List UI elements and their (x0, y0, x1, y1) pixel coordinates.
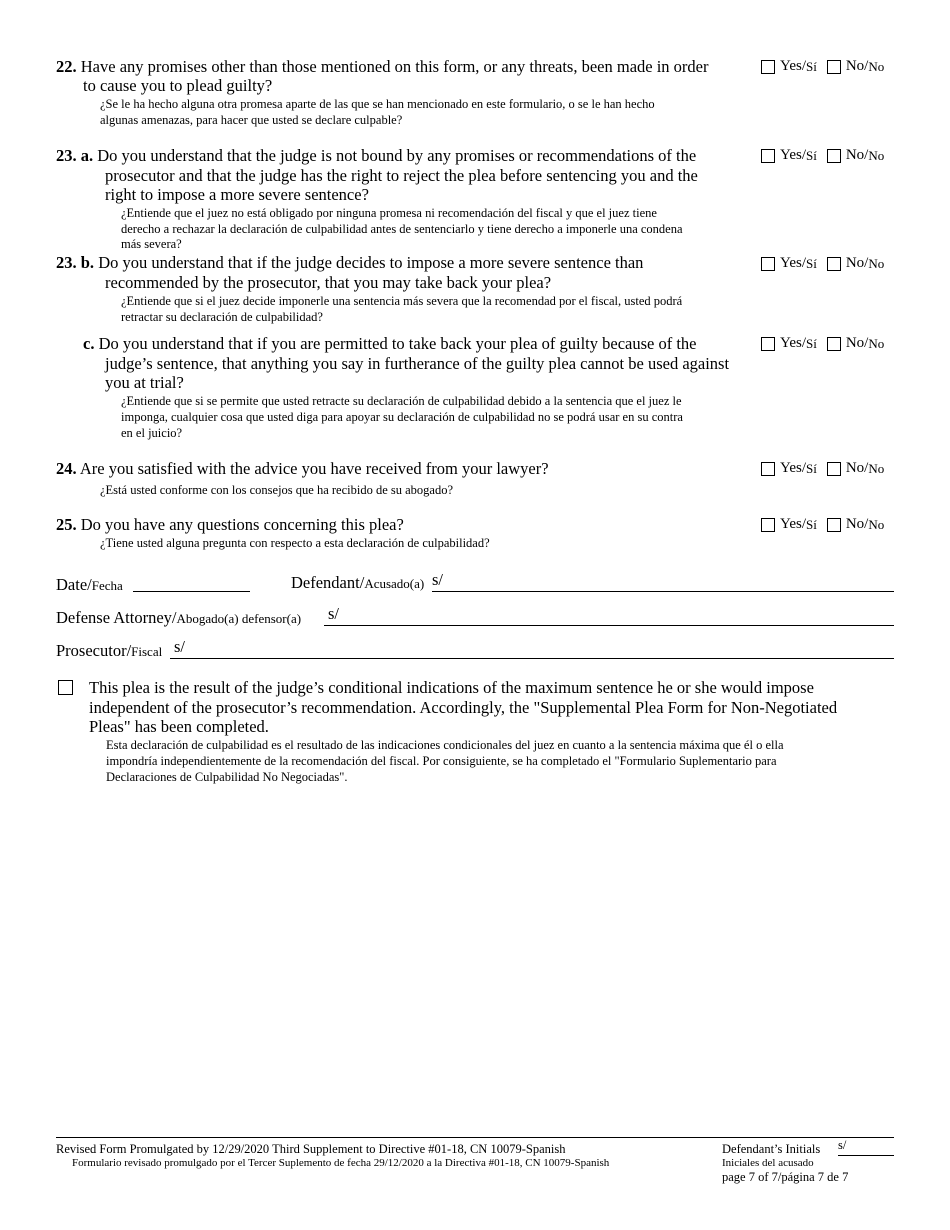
question-text: prosecutor and that the judge has the right to reject the plea before sentencing you and the (105, 166, 698, 185)
yes-no-choice: Yes/ Sí No/ No (761, 147, 884, 164)
yes-no-choice: Yes/ Sí No/ No (761, 460, 884, 477)
date-field[interactable] (133, 573, 250, 592)
no-checkbox[interactable] (827, 462, 841, 476)
question-text: right to impose a more severe sentence? (105, 185, 369, 204)
initials-label-spanish: Iniciales del acusado (722, 1157, 814, 1169)
question-22 (56, 57, 709, 77)
question-number: 23. b. (56, 253, 95, 272)
prosecutor-label: Prosecutor/Fiscal (56, 641, 163, 660)
question-text-spanish: ¿Está usted conforme con los consejos que ha recibido de su abogado? (100, 483, 454, 497)
question-text: Do you have any questions concerning this plea? (80, 515, 404, 534)
question-23b (56, 253, 643, 273)
question-number: 25. (56, 515, 77, 534)
question-number: 24. (56, 459, 77, 478)
question-text: Have any promises other than those mentioned on this form, or any threats, been made in order (80, 57, 709, 76)
question-text-spanish: ¿Entiende que si se permite que usted retracte su declaración de culpabilidad debido a la sentencia que el juez le (121, 394, 682, 408)
yes-no-choice: Yes/ Sí No/ No (761, 255, 884, 272)
question-24 (56, 459, 549, 479)
prosecutor-signature: s/ (174, 637, 186, 656)
no-checkbox[interactable] (827, 149, 841, 163)
date-label: Date/Fecha (56, 575, 123, 594)
question-text: you at trial? (105, 373, 184, 392)
footer-revision-spanish: Formulario revisado promulgado por el Tercer Suplemento de fecha 29/12/2020 a la Directiva #01-18, CN 10079-Spanish (72, 1157, 610, 1169)
conditional-plea-text-spanish: Esta declaración de culpabilidad es el resultado de las indicaciones condicionales del juez en cuanto a la sentencia máxima que él o ella (106, 738, 784, 752)
yes-no-choice: Yes/ Sí No/ No (761, 58, 884, 75)
question-number: 22. (56, 57, 77, 76)
question-text: Do you understand that the judge is not bound by any promises or recommendations of the (97, 146, 697, 165)
question-text: judge’s sentence, that anything you say in furtherance of the guilty plea cannot be used against (105, 354, 730, 373)
question-text-spanish: retractar su declaración de culpabilidad? (121, 310, 323, 324)
no-checkbox[interactable] (827, 257, 841, 271)
question-text-spanish: más severa? (121, 237, 182, 251)
initials-field[interactable] (838, 1138, 894, 1156)
yes-checkbox[interactable] (761, 337, 775, 351)
yes-checkbox[interactable] (761, 149, 775, 163)
question-text-spanish: ¿Tiene usted alguna pregunta con respecto a esta declaración de culpabilidad? (100, 536, 490, 550)
question-text: to cause you to plead guilty? (83, 76, 273, 95)
conditional-plea-text: This plea is the result of the judge’s conditional indications of the maximum sentence he or she would impose (89, 678, 814, 697)
question-text: Do you understand that if you are permitted to take back your plea of guilty because of the (98, 334, 697, 353)
question-text-spanish: en el juicio? (121, 426, 183, 440)
question-number: c. (83, 334, 95, 353)
page-number: page 7 of 7/página 7 de 7 (722, 1170, 849, 1184)
yes-no-choice: Yes/ Sí No/ No (761, 516, 884, 533)
question-text-spanish: ¿Se le ha hecho alguna otra promesa aparte de las que se han mencionado en este formulario, o se le han hecho (100, 97, 655, 111)
conditional-plea-text-spanish: Declaraciones de Culpabilidad No Negociadas". (106, 770, 348, 784)
no-checkbox[interactable] (827, 337, 841, 351)
defendant-signature: s/ (432, 570, 444, 589)
initials-label: Defendant’s Initials (722, 1142, 821, 1156)
conditional-plea-text-spanish: impondría independientemente de la recomendación del fiscal. Por consiguiente, se ha completado el "Formulario Suplementario para (106, 754, 777, 768)
defense-attorney-signature: s/ (328, 604, 340, 623)
question-number: 23. a. (56, 146, 94, 165)
question-23c (83, 334, 697, 354)
question-text: Are you satisfied with the advice you have received from your lawyer? (79, 459, 549, 478)
yes-no-choice: Yes/ Sí No/ No (761, 335, 884, 352)
footer-rule (56, 1137, 894, 1138)
conditional-plea-checkbox[interactable] (58, 680, 73, 695)
prosecutor-signature-field[interactable] (170, 637, 894, 659)
question-text-spanish: algunas amenazas, para hacer que usted se declare culpable? (100, 113, 403, 127)
defendant-signature-field[interactable] (432, 570, 894, 592)
conditional-plea-text: Pleas" has been completed. (89, 717, 269, 736)
footer-revision: Revised Form Promulgated by 12/29/2020 Third Supplement to Directive #01-18, CN 10079-Spanish (56, 1142, 566, 1156)
question-25 (56, 515, 404, 535)
defense-attorney-signature-field[interactable] (324, 604, 894, 626)
defense-attorney-label: Defense Attorney/Abogado(a) defensor(a) (56, 608, 302, 627)
yes-checkbox[interactable] (761, 518, 775, 532)
no-checkbox[interactable] (827, 518, 841, 532)
question-text-spanish: imponga, cualquier cosa que usted diga para apoyar su declaración de culpabilidad no se podrá usar en su contra (121, 410, 683, 424)
initials-value: s/ (838, 1138, 847, 1152)
defendant-label: Defendant/Acusado(a) (291, 573, 425, 592)
question-text: Do you understand that if the judge decides to impose a more severe sentence than (98, 253, 644, 272)
question-text-spanish: ¿Entiende que si el juez decide imponerle una sentencia más severa que la recomendad por el fiscal, usted podrá (121, 294, 683, 308)
question-23a (56, 146, 696, 166)
question-text-spanish: derecho a rechazar la declaración de culpabilidad antes de sentenciarlo y tiene derecho a imponerle una condena (121, 222, 683, 236)
conditional-plea-text: independent of the prosecutor’s recommendation. Accordingly, the "Supplemental Plea Form for Non-Negotiated (89, 698, 838, 717)
yes-checkbox[interactable] (761, 60, 775, 74)
question-text: recommended by the prosecutor, that you may take back your plea? (105, 273, 552, 292)
yes-checkbox[interactable] (761, 462, 775, 476)
question-text-spanish: ¿Entiende que el juez no está obligado por ninguna promesa ni recomendación del fiscal y que el juez tiene (121, 206, 657, 220)
yes-checkbox[interactable] (761, 257, 775, 271)
no-checkbox[interactable] (827, 60, 841, 74)
